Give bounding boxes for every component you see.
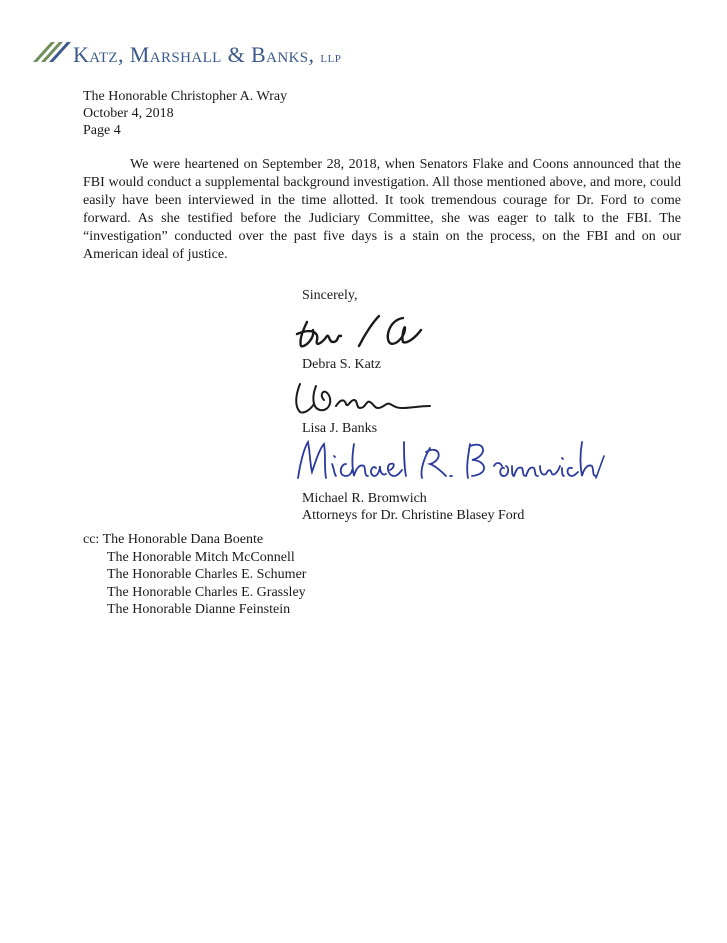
salutation: Sincerely,: [302, 288, 358, 303]
body-paragraph: We were heartened on September 28, 2018, when Senators Flake and Coons announced that the FBI would conduct a supplemental background investigation. All those mentioned above, and more, could easily have been interviewed in the time allotted. It took tremendous courage for Dr. Ford to come forward. As she testified before the Judiciary Committee, she was eager to talk to the FBI. The “investigation” conducted over the past five days is a stain on the process, on the FBI and on our American ideal of justice.: [83, 157, 681, 262]
letterhead: [33, 38, 433, 70]
letter-header: [83, 88, 287, 139]
page-number: Page 4: [83, 123, 121, 138]
cc-recipient: The Honorable Dana Boente: [102, 532, 264, 547]
signatory-name-3: Michael R. Bromwich: [302, 491, 427, 506]
signature-debra-katz: [293, 308, 433, 356]
firm-name: [73, 42, 341, 68]
firm-logo-icon: [33, 40, 73, 64]
cc-recipient: The Honorable Charles E. Grassley: [107, 584, 306, 600]
cc-recipient: The Honorable Dianne Feinstein: [107, 602, 291, 617]
cc-label: cc:: [83, 532, 100, 547]
firm-suffix: LLP: [320, 53, 342, 65]
signatory-name-2: Lisa J. Banks: [302, 421, 378, 436]
cc-line-1: [83, 531, 306, 549]
firm-name-text: Katz, Marshall & Banks,: [73, 42, 315, 67]
date-line: October 4, 2018: [83, 106, 174, 121]
signatories-role: Attorneys for Dr. Christine Blasey Ford: [302, 508, 525, 523]
signatory-name-1: Debra S. Katz: [302, 357, 381, 372]
cc-block: [83, 531, 306, 619]
signature-lisa-banks: [290, 380, 440, 420]
recipient-line: The Honorable Christopher A. Wray: [83, 89, 288, 104]
signature-michael-bromwich: [290, 434, 610, 486]
cc-recipient: The Honorable Mitch McConnell: [107, 549, 295, 565]
cc-recipient: The Honorable Charles E. Schumer: [107, 567, 307, 582]
